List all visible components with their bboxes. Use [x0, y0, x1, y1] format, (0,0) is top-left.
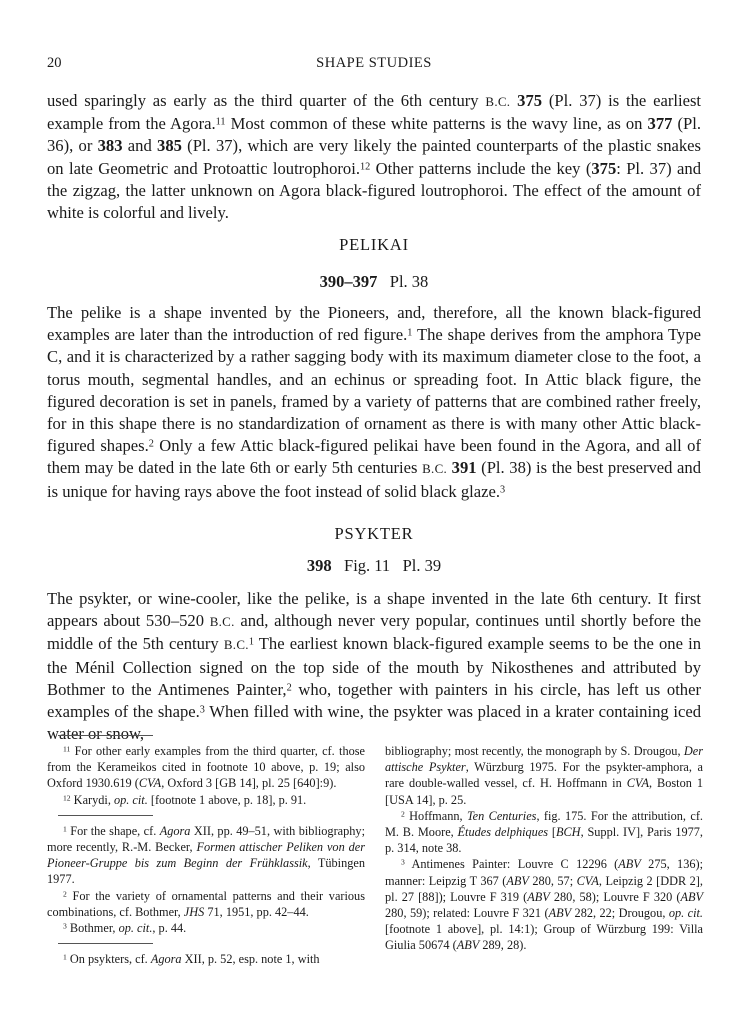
- intro-paragraph: used sparingly as early as the third quarter of the 6th century B.C. 375 (Pl. 37) is the earliest example from the Agora.$^{11}$ Most common of these white patterns is the wavy line, as on 377 (Pl. 36), or 383 and 385 (Pl. 37), which are very likely the painted counterparts of the plastic snakes on late Geometric and Protoattic loutrophoroi.$^{12}$ Other patterns include the key (375: Pl. 37) and the zigzag, the latter unknown on Agora black-figured loutrophoroi. The effect of the amount of white is colorful and lively.: [47, 91, 702, 223]
- section-heading-psykter: PSYKTER: [334, 524, 414, 543]
- psykter-catalog-line: [47, 556, 701, 576]
- running-head: [47, 55, 701, 75]
- psykter-plate: Pl. 39: [402, 556, 442, 575]
- footnote-rule-left: [58, 735, 153, 736]
- pelikai-catalog-line: [47, 272, 701, 292]
- footnote-12: $^{12}$ Karydi, op. cit. [footnote 1 above, p. 18], p. 91.: [63, 792, 307, 807]
- footnote-psykter-1: $^1$ On psykters, cf. Agora XII, p. 52, esp. note 1, with: [63, 952, 320, 967]
- footnote-rule-3: [58, 943, 153, 944]
- footnote-pelike-3: $^3$ Bothmer, op. cit., p. 44.: [63, 921, 187, 936]
- pelikai-catalog-numbers: 390–397: [319, 272, 378, 291]
- footnotes-left: [47, 743, 365, 967]
- pelikai-plate: Pl. 38: [389, 272, 429, 291]
- footnote-psykter-3: $^3$ Antimenes Painter: Louvre C 12296 (ABV 275, 136); manner: Leipzig T 367 (ABV 280, 57; CVA, Leipzig 2 [DDR 2], pl. 27 [88]); Louvre F 319 (ABV 280, 58); Louvre F 320 (ABV 280, 59); related: Louvre F 321 (ABV 282, 22; Drougou, op. cit. [footnote 1 above], pl. 14:1); Group of Würzburg 199: Villa Giulia 50674 (ABV 289, 28).: [385, 857, 703, 953]
- page-number: 20: [47, 55, 62, 71]
- psykter-figure: Fig. 11: [344, 556, 391, 575]
- section-heading-pelikai: PELIKAI: [339, 235, 409, 254]
- pelike-paragraph: The pelike is a shape invented by the Pioneers, and, therefore, all the known black-figured examples are later than the introduction of red figure.$^1$ The shape derives from the amphora Type C, and it is characterized by a rather sagging body with its maximum diameter close to the foot, a torus mouth, segmental handles, and an echinus or spreading foot. In Attic black figure, the figured decoration is set in panels, framed by a variety of patterns that are combined rather freely, for in this shape there is no standardization of ornament as there is with many other Attic black-figured shapes.$^2$ Only a few Attic black-figured pelikai have been found in the Agora, and all of them may be dated in the late 6th or early 5th centuries B.C. 391 (Pl. 38) is the best preserved and is unique for having rays above the foot instead of solid black glaze.$^3$: [47, 303, 702, 501]
- psykter-paragraph: The psykter, or wine-cooler, like the pelike, is a shape invented in the late 6th century. It first appears about 530–520 B.C. and, although never very popular, continues until shortly before the middle of the 5th century B.C.$^1$ The earliest known black-figured example seems to be the one in the Ménil Collection signed on the top side of the mouth by Nikosthenes and attributed by Bothmer to the Antimenes Painter,$^2$ who, together with painters in his circle, has left us other examples of the shape.$^3$ When filled with wine, the psykter was placed in a krater containing iced water or snow,: [47, 589, 702, 744]
- footnote-pelike-2: $^2$ For the variety of ornamental patterns and their various combinations, cf. Bothmer, JHS 71, 1951, pp. 42–44.: [47, 888, 365, 919]
- psykter-catalog-number: 398: [306, 556, 332, 575]
- footnote-pelike-1: $^1$ For the shape, cf. Agora XII, pp. 49–51, with bibliography; more recently, R.-M. Becker, Formen attischer Peliken von der Pioneer-Gruppe bis zum Beginn der Frühklassik, Tübingen 1977.: [47, 823, 365, 887]
- running-title: SHAPE STUDIES: [316, 55, 432, 71]
- footnotes-right: [385, 743, 703, 954]
- footnote-rule-2: [58, 815, 153, 816]
- footnote-psykter-2: $^2$ Hoffmann, Ten Centuries, fig. 175. For the attribution, cf. M. B. Moore, Études delphiques [BCH, Suppl. IV], Paris 1977, p. 314, note 38.: [385, 808, 703, 856]
- footnote-psykter-1-cont: bibliography; most recently, the monograph by S. Drougou, Der attische Psykter, Würzburg 1975. For the psykter-amphora, a rare double-walled vessel, cf. H. Hoffmann in CVA, Boston 1 [USA 14], p. 25.: [385, 744, 703, 807]
- footnote-11: $^{11}$ For other early examples from the third quarter, cf. those from the Kerameikos cited in footnote 10 above, p. 19; also Oxford 1930.619 (CVA, Oxford 3 [GB 14], pl. 25 [640]:9).: [47, 744, 365, 791]
